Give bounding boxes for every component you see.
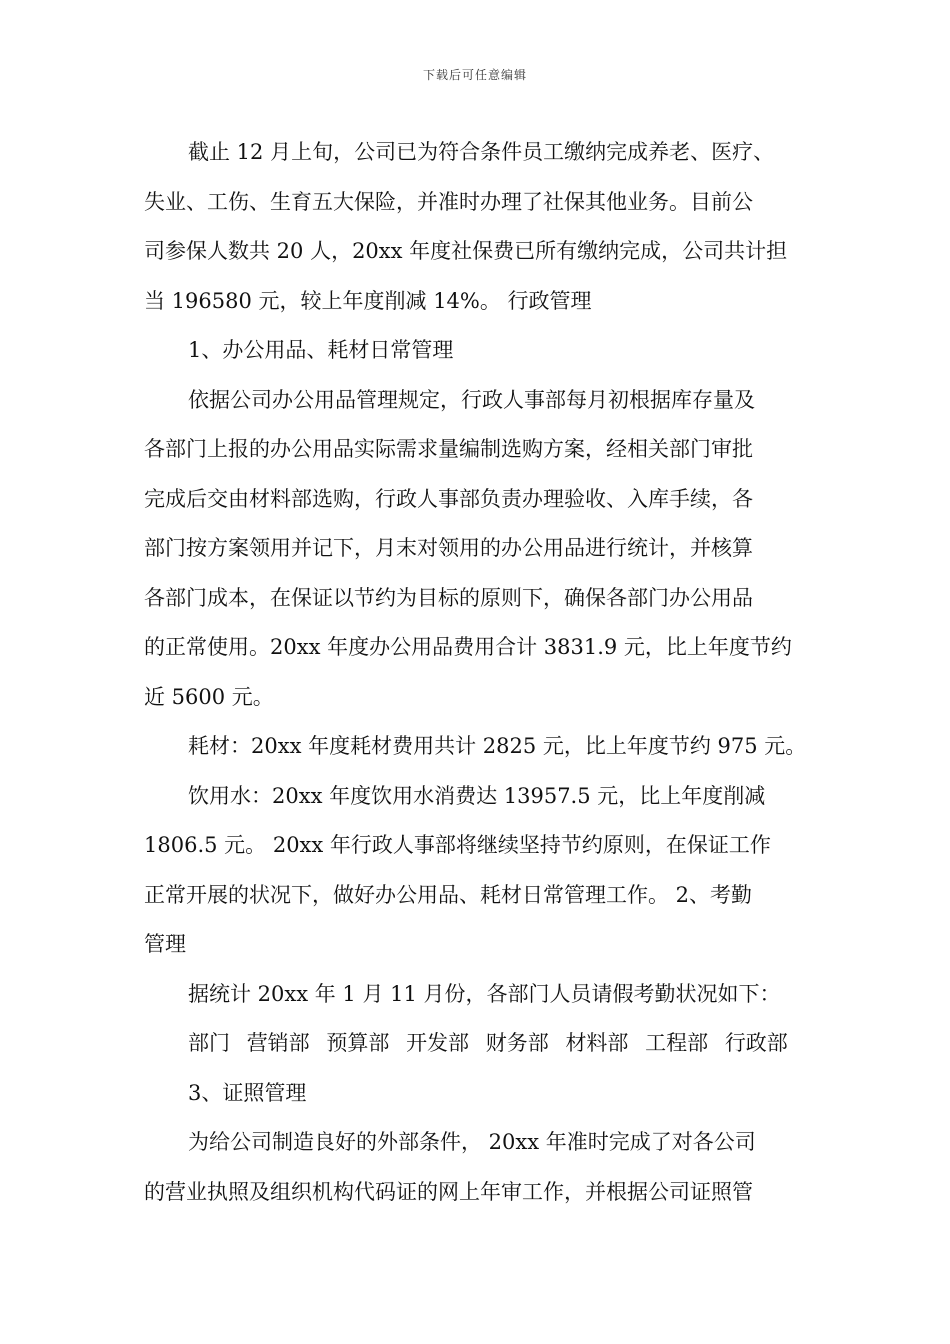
department-cell: 部门 (188, 1031, 230, 1055)
text-line: 部门按方案领用并记下，月末对领用的办公用品进行统计，并核算 (144, 536, 753, 560)
department-cell: 工程部 (645, 1031, 709, 1055)
text-line: 近 5600 元。 (144, 684, 274, 709)
text-line: 为给公司制造良好的外部条件， 20xx 年准时完成了对各公司 (188, 1130, 756, 1154)
text-line: 饮用水：20xx 年度饮用水消费达 13957.5 元，比上年度削减 (188, 783, 766, 808)
page-header: 下载后可任意编辑 (422, 68, 527, 82)
text-line: 各部门成本，在保证以节约为目标的原则下，确保各部门办公用品 (144, 585, 753, 610)
paragraph-consumables: 耗材：20xx 年度耗材费用共计 2825 元，比上年度节约 975 元。 (188, 734, 807, 758)
text-line: 的营业执照及组织机构代码证的网上年审工作，并根据公司证照管 (144, 1179, 753, 1204)
paragraph-social-insurance (144, 128, 808, 326)
text-line: 1806.5 元。 20xx 年行政人事部将继续坚持节约原则，在保证工作 (144, 833, 771, 857)
paragraph-licenses (144, 1118, 808, 1217)
text-line: 正常开展的状况下，做好办公用品、耗材日常管理工作。 2、考勤 (144, 882, 753, 907)
paragraph-drinking-water (144, 772, 808, 970)
text-line: 当 196580 元，较上年度削减 14%。 行政管理 (144, 288, 592, 313)
text-line: 失业、工伤、生育五大保险，并准时办理了社保其他业务。目前公 (144, 189, 753, 214)
text-line: 完成后交由材料部选购，行政人事部负责办理验收、入库手续，各 (144, 486, 753, 511)
text-line: 的正常使用。20xx 年度办公用品费用合计 3831.9 元，比上年度节约 (144, 635, 792, 659)
text-line: 司参保人数共 20 人，20xx 年度社保费已所有缴纳完成，公司共计担 (144, 239, 788, 263)
section-heading-office-supplies: 1、办公用品、耗材日常管理 (188, 338, 454, 362)
section-heading-licenses: 3、证照管理 (188, 1080, 307, 1105)
department-cell: 营销部 (246, 1031, 310, 1055)
text-line: 截止 12 月上旬，公司已为符合条件员工缴纳完成养老、医疗、 (188, 140, 775, 164)
department-cell: 开发部 (406, 1031, 470, 1055)
text-line: 管理 (144, 932, 186, 956)
text-line: 各部门上报的办公用品实际需求量编制选购方案，经相关部门审批 (144, 437, 753, 461)
department-cell: 预算部 (326, 1031, 390, 1055)
department-header-row (144, 1019, 808, 1069)
department-cell: 财务部 (485, 1031, 549, 1055)
paragraph-office-supplies (144, 376, 808, 723)
document-body (144, 128, 808, 1217)
paragraph-attendance-stats: 据统计 20xx 年 1 月 11 月份，各部门人员请假考勤状况如下： (188, 981, 781, 1006)
department-cell: 材料部 (565, 1031, 629, 1055)
text-line: 依据公司办公用品管理规定，行政人事部每月初根据库存量及 (188, 387, 755, 412)
department-cell: 行政部 (724, 1031, 788, 1055)
